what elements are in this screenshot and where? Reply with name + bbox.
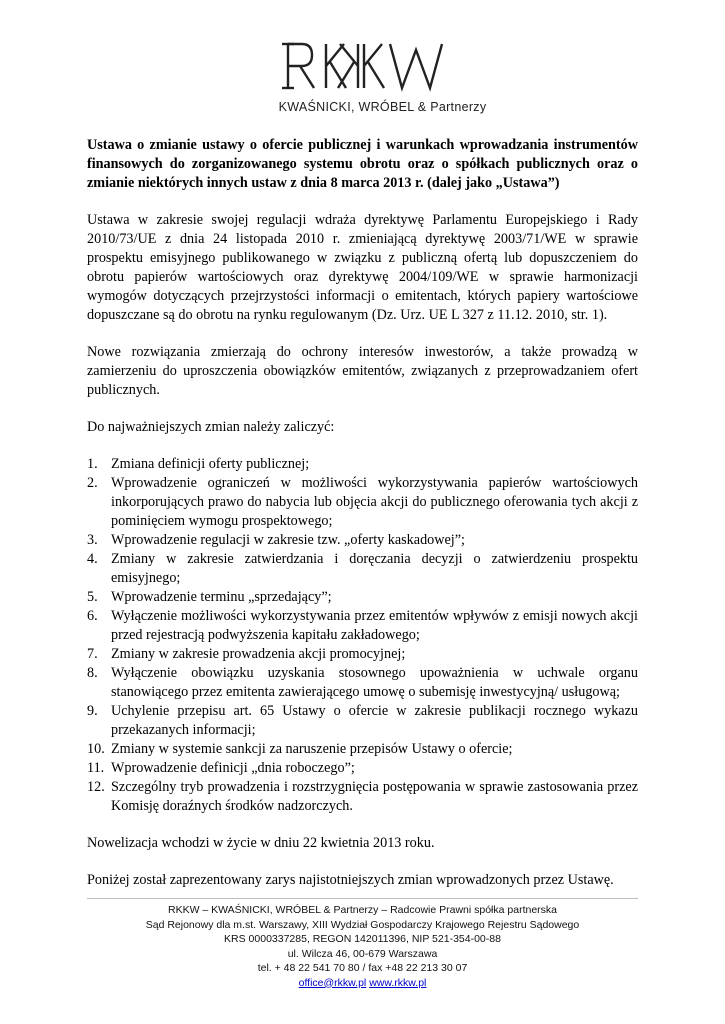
list-item-text: Wprowadzenie terminu „sprzedający”;: [111, 589, 332, 605]
list-item: [87, 550, 638, 588]
list-item-text: Zmiany w systemie sankcji za naruszenie przepisów Ustawy o ofercie;: [111, 741, 513, 757]
footer-links: [0, 976, 725, 991]
list-item-number: 8.: [87, 665, 98, 681]
paragraph-scope: Ustawa w zakresie swojej regulacji wdraża dyrektywę Parlamentu Europejskiego i Rady 2010/73/UE z dnia 24 listopada 2010 r. zmieniającą dyrektywę 2003/71/WE w sprawie prospektu emisyjnego publikowanego w związku z publiczną ofertą lub dopuszczeniem do obrotu papierów wartościowych oraz dyrektywę 2004/109/WE w sprawie harmonizacji wymogów dotyczących przejrzystości informacji o emitentach, których papiery wartościowe dopuszczane są do obrotu na rynku regulowanym (Dz. Urz. UE L 327 z 11.12. 2010, str. 1).: [87, 212, 638, 323]
effective-date: Nowelizacja wchodzi w życie w dniu 22 kwietnia 2013 roku.: [87, 835, 435, 851]
list-item: [87, 664, 638, 702]
list-item: [87, 778, 638, 816]
list-item-number: 3.: [87, 532, 98, 548]
footer-firm-line: RKKW – KWAŚNICKI, WRÓBEL & Partnerzy – Radcowie Prawni spółka partnerska: [167, 904, 558, 916]
list-item-number: 5.: [87, 589, 98, 605]
email-link[interactable]: office@rkkw.pl: [298, 976, 367, 989]
list-item-text: Wprowadzenie definicji „dnia roboczego”;: [111, 760, 355, 776]
list-item-text: Szczególny tryb prowadzenia i rozstrzygnięcia postępowania w sprawie zastosowania przez Komisję doraźnych środków nadzorczych.: [111, 779, 638, 814]
rkkw-logo: [278, 38, 448, 94]
footer: [0, 903, 725, 990]
document-body: [87, 136, 638, 908]
firm-name: KWAŚNICKI, WRÓBEL & Partnerzy: [278, 100, 487, 114]
list-item-text: Zmiana definicji oferty publicznej;: [111, 456, 310, 472]
list-item-number: 2.: [87, 475, 98, 491]
paragraph-goals: Nowe rozwiązania zmierzają do ochrony interesów inwestorów, a także prowadzą w zamierzeniu do uproszczenia obowiązków emitentów, związanych z przeprowadzaniem ofert publicznych.: [87, 344, 638, 398]
list-item: [87, 455, 638, 474]
list-item: [87, 607, 638, 645]
footer-registry-line: KRS 0000337285, REGON 142011396, NIP 521-354-00-88: [224, 933, 501, 945]
list-item-number: 6.: [87, 608, 98, 624]
list-item-number: 10.: [87, 741, 105, 757]
list-item: [87, 740, 638, 759]
changes-list: [87, 455, 638, 816]
list-item: [87, 702, 638, 740]
list-item-text: Zmiany w zakresie zatwierdzania i doręczania decyzji o zatwierdzeniu prospektu emisyjnego;: [111, 551, 638, 586]
list-item-text: Wprowadzenie ograniczeń w możliwości wykorzystywania papierów wartościowych inkorporujących prawo do nabycia lub objęcia akcji do publicznego oferowania tych akcji z pominięciem wymogu prospektowego;: [111, 475, 638, 529]
letterhead: [0, 38, 725, 114]
list-item-number: 7.: [87, 646, 98, 662]
list-item-number: 1.: [87, 456, 98, 472]
closing-paragraph: Poniżej został zaprezentowany zarys najistotniejszych zmian wprowadzonych przez Ustawę.: [87, 872, 614, 888]
website-link[interactable]: www.rkkw.pl: [369, 976, 427, 989]
list-item-number: 4.: [87, 551, 98, 567]
footer-court-line: Sąd Rejonowy dla m.st. Warszawy, XIII Wydział Gospodarczy Krajowego Rejestru Sądowego: [145, 918, 580, 931]
list-item-number: 9.: [87, 703, 98, 719]
list-item: [87, 588, 638, 607]
list-item: [87, 759, 638, 778]
footer-divider: [87, 898, 638, 899]
list-item: [87, 531, 638, 550]
list-item-text: Wprowadzenie regulacji w zakresie tzw. „oferty kaskadowej”;: [111, 532, 465, 548]
list-item-number: 12.: [87, 779, 105, 795]
list-item-text: Wyłączenie obowiązku uzyskania stosownego upoważnienia w uchwale organu stanowiącego przez emitenta zawierającego umowę o subemisję inwestycyjną/ usługową;: [111, 665, 638, 700]
footer-address-line: ul. Wilcza 46, 00-679 Warszawa: [287, 947, 438, 960]
list-item-text: Uchylenie przepisu art. 65 Ustawy o ofercie w zakresie publikacji rocznego wykazu przekazanych informacji;: [111, 703, 638, 738]
document-title: Ustawa o zmianie ustawy o ofercie publicznej i warunkach wprowadzania instrumentów finansowych do zorganizowanego systemu obrotu oraz o spółkach publicznych oraz o zmianie niektórych innych ustaw z dnia 8 marca 2013 r. (dalej jako „Ustawa”): [87, 137, 638, 191]
footer-phone-line: tel. + 48 22 541 70 80 / fax +48 22 213 30 07: [257, 962, 468, 974]
list-intro: Do najważniejszych zmian należy zaliczyć:: [87, 419, 335, 435]
list-item-text: Wyłączenie możliwości wykorzystywania przez emitentów wpływów z emisji nowych akcji przed rejestracją podwyższenia kapitału zakładowego;: [111, 608, 638, 643]
list-item: [87, 474, 638, 531]
list-item: [87, 645, 638, 664]
list-item-number: 11.: [87, 760, 105, 776]
list-item-text: Zmiany w zakresie prowadzenia akcji promocyjnej;: [111, 646, 406, 662]
